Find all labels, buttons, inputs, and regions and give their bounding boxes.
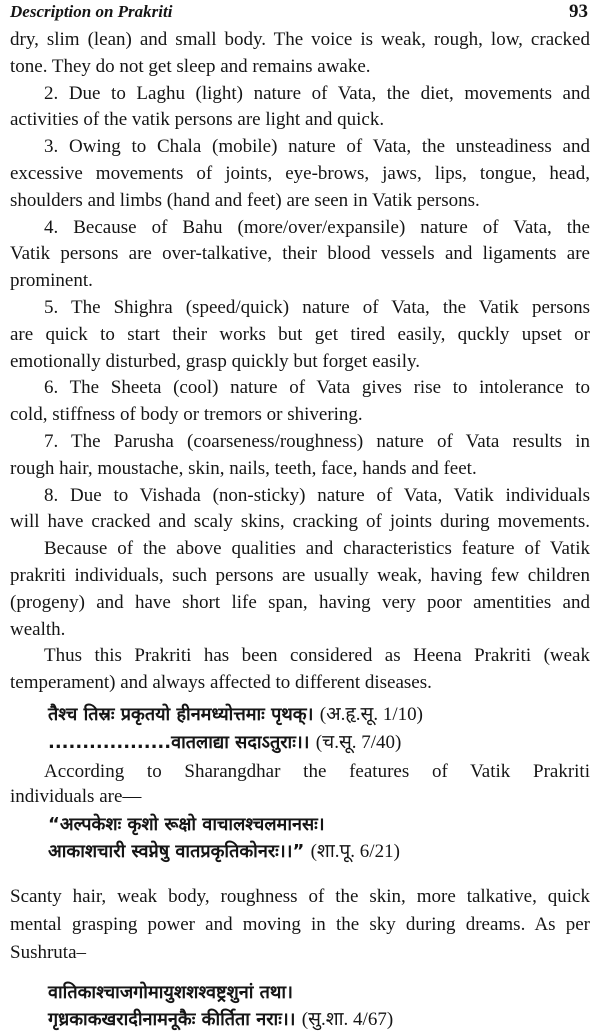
text-line [10,268,590,294]
text-line [10,188,590,214]
line-text: आकाशचारी स्वप्नेषु वातप्रकृतिकोनरः।।” [48,841,305,862]
line-text: Scanty hair, weak body, roughness of the skin, more talkative, quick [10,886,590,907]
sanskrit-verse-line [48,812,590,838]
line-text: activities of the vatik persons are light and quick. [10,109,385,131]
line-text: cold, stiffness of body or tremors or shivering. [10,404,363,426]
page-number: 93 [569,1,588,22]
text-line [44,215,590,241]
text-line [44,759,590,785]
text-line [10,670,590,696]
line-text: are quick to start their works but get tired easily, quckly upset or [10,323,590,345]
text-line [10,54,590,80]
text-line [10,161,590,187]
text-line [44,483,590,509]
text-line [10,509,590,535]
text-line [10,590,590,616]
line-text: excessive movements of joints, eye-brows, jaws, lips, tongue, head, [10,163,590,184]
sanskrit-verse-line [48,980,590,1006]
text-line [44,134,590,160]
line-text: mental grasping power and moving in the sky during dreams. As per [10,914,590,935]
line-text: prakriti individuals, such persons are usually weak, having few children [10,565,590,586]
text-line [10,456,590,482]
verse-reference: (अ.हृ.सू. 1/10) [319,704,423,725]
text-line [10,27,590,53]
line-text: गृध्रकाकखरादीनामनूकैः कीर्तिता नराः।। [48,1009,296,1030]
line-text: wealth. [10,618,66,640]
line-text: emotionally disturbed, grasp quickly but forget easily. [10,350,421,372]
line-text: tone. They do not get sleep and remains awake. [10,55,371,77]
line-text: 7. The Parusha (coarseness/roughness) nature of Vata results in [44,431,590,452]
text-line [44,375,590,401]
sanskrit-verse-line [48,1007,590,1033]
text-line [10,563,590,589]
text-line [44,536,590,562]
text-line [10,617,590,643]
text-line [44,429,590,455]
sanskrit-verse-line [48,702,590,728]
line-text: Vatik persons are over-talkative, their blood vessels and ligaments are [10,243,590,265]
text-line [10,349,590,375]
text-line [44,295,590,321]
line-text: 6. The Sheeta (cool) nature of Vata gives rise to intolerance to [44,377,590,399]
verse-reference: (शा.पू. 6/21) [310,841,400,862]
text-line [10,322,590,348]
line-text: 4. Because of Bahu (more/over/expansile) nature of Vata, the [44,216,590,238]
line-text: will have cracked and scaly skins, cracking of joints during movements. [10,511,590,533]
line-text: shoulders and limbs (hand and feet) are seen in Vatik persons. [10,189,480,211]
line-text: तैश्च तिस्रः प्रकृतयो हीनमध्योत्तमाः पृथक्। [48,704,314,725]
sanskrit-verse-line [48,839,590,865]
line-text: 8. Due to Vishada (non-sticky) nature of Vata, Vatik individuals [44,484,590,506]
line-text: ..................वातलाद्या सदाऽतुराः।। [48,732,310,753]
text-line [10,241,590,267]
line-text: (progeny) and have short life span, having very poor amentities and [10,591,590,613]
line-text: 2. Due to Laghu (light) nature of Vata, the diet, movements and [44,82,590,104]
line-text: prominent. [10,270,93,292]
text-line [10,107,590,133]
line-text: वातिकाश्चाजगोमायुशशश्वष्ट्रशुनां तथा। [48,982,293,1003]
line-text: According to Sharangdhar the features of Vatik Prakriti [44,761,590,782]
sanskrit-verse-line [48,730,590,756]
line-text: Because of the above qualities and characteristics feature of Vatik [44,538,590,560]
line-text: 3. Owing to Chala (mobile) nature of Vata, the unsteadiness and [44,136,590,158]
running-header-title: Description on Prakriti [10,2,173,21]
text-line [10,784,590,810]
verse-reference: (सु.शा. 4/67) [301,1009,394,1030]
line-text: individuals are— [10,786,142,807]
text-line [10,912,590,938]
line-text: dry, slim (lean) and small body. The voice is weak, rough, low, cracked [10,29,590,50]
line-text: “अल्पकेशः कृशो रूक्षो वाचालश्चलमानसः। [48,814,325,835]
verse-reference: (च.सू. 7/40) [315,732,402,753]
line-text: Thus this Prakriti has been considered as Heena Prakriti (weak [44,645,590,667]
text-line [10,884,590,910]
line-text: rough hair, moustache, skin, nails, teeth, face, hands and feet. [10,457,477,479]
text-line [44,81,590,107]
text-line [10,940,590,966]
line-text: temperament) and always affected to different diseases. [10,672,432,694]
line-text: Sushruta– [10,942,86,963]
line-text: 5. The Shighra (speed/quick) nature of Vata, the Vatik persons [44,297,590,318]
text-line [10,402,590,428]
text-line [44,643,590,669]
